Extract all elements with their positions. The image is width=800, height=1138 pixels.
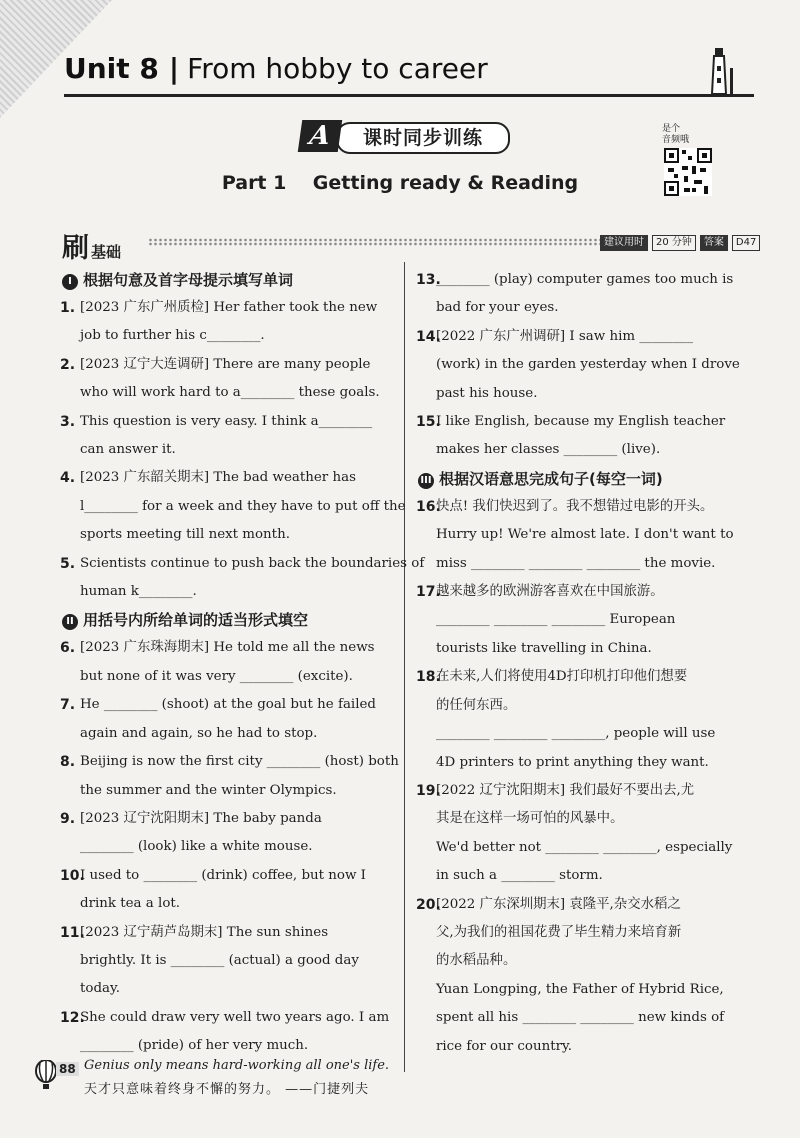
question-number: 14. [416, 328, 441, 345]
question-list [416, 493, 734, 1061]
question-line: who will work hard to a________ these goals. [80, 385, 380, 401]
question-line: Yuan Longping, the Father of Hybrid Rice, [436, 981, 724, 997]
level-small: 基础 [91, 243, 122, 261]
question-line: [2023 辽宁沈阳期末] The baby panda [80, 810, 322, 826]
question-line: ________ (look) like a white mouse. [80, 839, 313, 855]
question-list [60, 294, 425, 606]
question-line: makes her classes ________ (live). [436, 442, 661, 458]
question-item [416, 493, 734, 578]
question-item [60, 408, 378, 465]
time-label: 建议用时 [600, 235, 648, 251]
question-line: 4D printers to print anything they want. [436, 754, 709, 770]
title-separator: | [168, 52, 180, 85]
dotted-bar [148, 238, 600, 246]
question-line: We'd better not ________ ________, especially [436, 839, 733, 855]
question-number: 8. [60, 754, 76, 771]
question-line: She could draw very well two years ago. I am [80, 1009, 390, 1025]
question-line: in such a ________ storm. [436, 868, 603, 884]
header-rule [64, 94, 754, 97]
question-number: 6. [60, 640, 76, 657]
question-line: Beijing is now the first city ________ (host) both [80, 754, 399, 770]
column-divider [404, 262, 405, 1072]
question-line: tourists like travelling in China. [436, 640, 652, 656]
section-heading: III 根据汉语意思完成句子(每空一词) [418, 465, 734, 493]
question-item [60, 748, 399, 805]
question-number: 9. [60, 810, 76, 827]
question-line: [2022 辽宁沈阳期末] 我们最好不要出去,尤 [436, 782, 695, 798]
question-item [416, 663, 734, 777]
question-item [60, 691, 378, 748]
question-line: ________ (play) computer games too much is [436, 272, 734, 287]
question-item [416, 323, 740, 408]
section-heading: I 根据句意及首字母提示填写单词 [62, 266, 378, 294]
question-line: [2022 广东深圳期末] 袁隆平,杂交水稻之 [436, 896, 681, 912]
level-big: 刷 [62, 233, 89, 264]
question-line: Hurry up! We're almost late. I don't want to [436, 527, 734, 543]
question-line: ________ (pride) of her very much. [80, 1038, 309, 1054]
question-number: 11. [60, 924, 85, 941]
question-item [60, 862, 378, 919]
question-line: 其是在这样一场可怕的风暴中。 [436, 811, 624, 827]
question-line: 快点! 我们快迟到了。我不想错过电影的开头。 [436, 498, 714, 514]
question-line: can answer it. [80, 442, 176, 458]
question-item [60, 351, 378, 408]
question-line: but none of it was very ________ (excite). [80, 668, 353, 684]
question-number: 18. [416, 669, 441, 686]
question-number: 16. [416, 498, 441, 515]
question-item [60, 1004, 390, 1061]
question-line: brightly. It is ________ (actual) a good day [80, 952, 359, 968]
question-line: 的水稻品种。 [436, 953, 517, 969]
answer-label: 答案 [700, 235, 728, 251]
question-number: 1. [60, 300, 76, 316]
question-line: I like English, because my English teacher [436, 414, 726, 430]
question-line: sports meeting till next month. [80, 527, 290, 543]
question-line: today. [80, 981, 121, 997]
question-line: ________ ________ ________ European [436, 612, 676, 628]
quote-english: Genius only means hard-working all one's life. [84, 1058, 390, 1073]
quote-chinese: 天才只意味着终身不懈的努力。 ——门捷列夫 [84, 1082, 370, 1097]
question-number: 13. [416, 272, 441, 288]
question-item [416, 891, 734, 1061]
question-line: [2022 广东广州调研] I saw him ________ [436, 328, 693, 344]
question-number: 12. [60, 1009, 85, 1026]
section-number: II [62, 614, 78, 630]
time-value: 20 分钟 [652, 235, 696, 251]
question-line: I used to ________ (drink) coffee, but now I [80, 867, 366, 883]
question-item [416, 266, 734, 323]
question-line: the summer and the winter Olympics. [80, 782, 337, 798]
question-item [60, 464, 406, 549]
question-list [416, 266, 740, 465]
question-number: 2. [60, 356, 76, 373]
question-line: job to further his c________. [80, 328, 265, 344]
question-line: 的任何东西。 [436, 697, 517, 713]
qr-label: 是个 音频哦 [662, 124, 690, 145]
lesson-banner [300, 120, 512, 154]
question-line: [2023 广东韶关期末] The bad weather has [80, 470, 356, 486]
question-line: human k________. [80, 584, 197, 600]
question-line: [2023 辽宁葫芦岛期末] The sun shines [80, 924, 329, 940]
section-heading: II 用括号内所给单词的适当形式填空 [62, 606, 378, 634]
question-line: 父,为我们的祖国花费了毕生精力来培育新 [436, 924, 682, 940]
page-number: 88 [56, 1062, 79, 1076]
question-line: bad for your eyes. [436, 300, 559, 316]
question-line: again and again, so he had to stop. [80, 725, 318, 741]
page-footer [34, 1056, 774, 1126]
question-line: This question is very easy. I think a________ [80, 413, 373, 429]
question-number: 10. [60, 867, 85, 884]
question-number: 19. [416, 782, 441, 799]
question-number: 4. [60, 470, 76, 487]
question-line: He ________ (shoot) at the goal but he failed [80, 697, 376, 713]
question-line: drink tea a lot. [80, 896, 181, 912]
answer-page: D47 [732, 235, 760, 251]
question-number: 7. [60, 697, 76, 714]
question-number: 5. [60, 555, 76, 572]
banner-text: 课时同步训练 [336, 122, 510, 154]
level-heading [62, 226, 121, 265]
lighthouse-icon [704, 44, 736, 96]
question-number: 15. [416, 414, 441, 431]
question-item [60, 294, 378, 351]
question-list [60, 634, 399, 1060]
right-column [416, 266, 740, 1061]
section-number: I [62, 274, 78, 290]
question-line: [2023 广东珠海期末] He told me all the news [80, 640, 375, 656]
section-number: III [418, 473, 434, 489]
question-number: 20. [416, 896, 441, 913]
question-line: rice for our country. [436, 1038, 573, 1054]
question-line: spent all his ________ ________ new kinds of [436, 1010, 725, 1026]
question-item [416, 578, 734, 663]
question-line: 越来越多的欧洲游客喜欢在中国旅游。 [436, 584, 664, 600]
balloon-icon [34, 1060, 58, 1090]
question-line: [2023 辽宁大连调研] There are many people [80, 356, 371, 372]
banner-letter: A [298, 120, 342, 152]
unit-title: From hobby to career [187, 52, 488, 85]
unit-heading [64, 52, 488, 85]
left-column [60, 266, 425, 1061]
question-line: past his house. [436, 385, 538, 401]
question-line: Scientists continue to push back the boundaries of [80, 555, 425, 571]
question-item [416, 408, 734, 465]
question-line: 在未来,人们将使用4D打印机打印他们想要 [436, 669, 688, 685]
question-item [60, 550, 425, 607]
question-item [60, 919, 378, 1004]
question-line: l________ for a week and they have to put off the [80, 498, 406, 514]
question-item [60, 634, 378, 691]
question-item [60, 805, 378, 862]
part-title: Part 1 Getting ready & Reading [221, 172, 579, 194]
question-item [416, 777, 734, 891]
unit-number: Unit 8 [64, 52, 159, 85]
time-badge [600, 235, 760, 251]
question-line: ________ ________ ________, people will use [436, 726, 716, 742]
question-number: 3. [60, 413, 76, 430]
question-line: miss ________ ________ ________ the movie. [436, 555, 716, 571]
question-line: [2023 广东广州质检] Her father took the new [80, 300, 378, 315]
question-number: 17. [416, 584, 441, 601]
question-line: (work) in the garden yesterday when I drove [436, 357, 740, 373]
